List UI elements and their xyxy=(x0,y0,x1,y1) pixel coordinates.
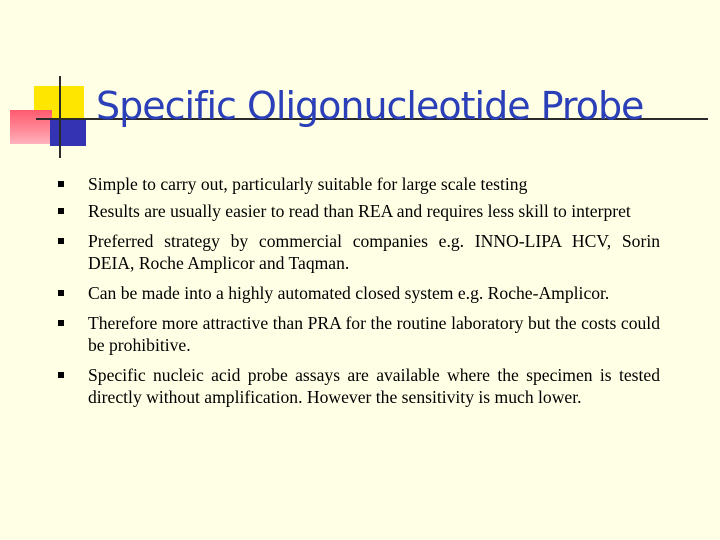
logo-vertical-line xyxy=(59,76,61,158)
bullet-square-icon xyxy=(58,372,64,378)
logo-red-square xyxy=(10,110,52,144)
bullet-text: Can be made into a highly automated closed system e.g. Roche-Amplicor. xyxy=(88,283,610,303)
bullet-square-icon xyxy=(58,181,64,187)
bullet-text: Results are usually easier to read than REA and requires less skill to interpret xyxy=(88,201,631,221)
bullet-list xyxy=(56,173,660,408)
bullet-item xyxy=(56,173,660,195)
bullet-text: Preferred strategy by commercial companies e.g. INNO-LIPA HCV, Sorin DEIA, Roche Amplicor and Taqman. xyxy=(88,231,660,273)
bullet-item xyxy=(56,230,660,274)
bullet-item xyxy=(56,312,660,356)
bullet-square-icon xyxy=(58,290,64,296)
bullet-square-icon xyxy=(58,238,64,244)
logo-blue-square xyxy=(50,118,86,146)
bullet-square-icon xyxy=(58,320,64,326)
bullet-item xyxy=(56,364,660,408)
bullet-text: Specific nucleic acid probe assays are available where the specimen is tested directly without amplification. However the sensitivity is much lower. xyxy=(88,365,660,407)
bullet-text: Simple to carry out, particularly suitable for large scale testing xyxy=(88,174,528,194)
bullet-square-icon xyxy=(58,208,64,214)
bullet-item xyxy=(56,200,660,222)
bullet-item xyxy=(56,282,660,304)
bullet-text: Therefore more attractive than PRA for the routine laboratory but the costs could be prohibitive. xyxy=(88,313,660,355)
slide-title: Specific Oligonucleotide Probe xyxy=(96,84,644,128)
